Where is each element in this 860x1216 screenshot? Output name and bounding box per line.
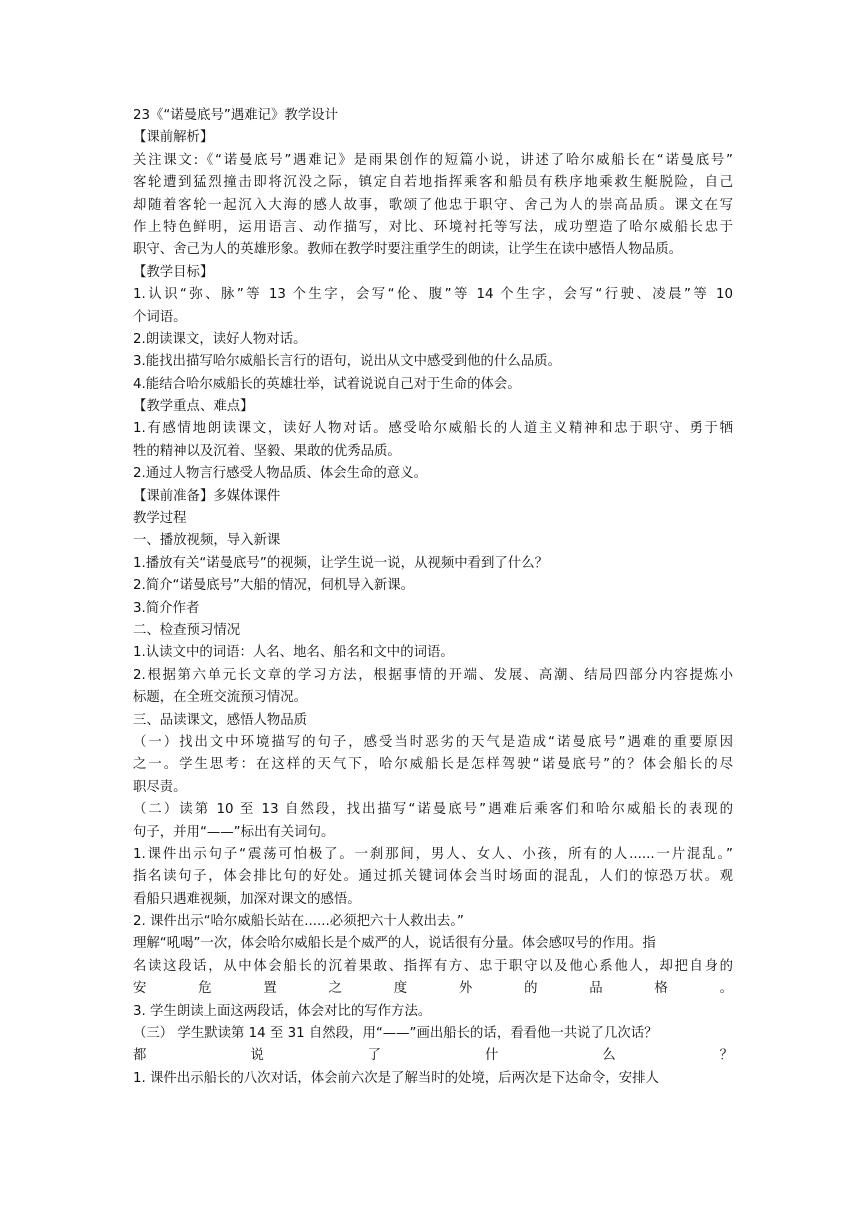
document-line: 4.能结合哈尔威船长的英雄壮举，试着说说自己对于生命的体会。 bbox=[133, 376, 521, 392]
document-line: 3.简介作者 bbox=[133, 600, 200, 616]
document-line: 2.通过人物言行感受人物品质、体会生命的意义。 bbox=[133, 466, 427, 482]
document-line: 2.简介“诺曼底号”大船的情况，伺机导入新课。 bbox=[133, 578, 415, 594]
document-line: 2.朗读课文，读好人物对话。 bbox=[133, 331, 307, 347]
document-line: （二）读第 10 至 13 自然段，找出描写“诺曼底号”遇难后乘客们和哈尔威船长的表现的 bbox=[133, 802, 733, 818]
document-line: 理解“吼喝”一次，体会哈尔威船长是个威严的人，说话很有分量。体会感叹号的作用。指 bbox=[133, 936, 656, 952]
document-title: 23《“诺曼底号”遇难记》教学设计 bbox=[133, 108, 338, 123]
document-line: 2.根据第六单元长文章的学习方法，根据事情的开端、发展、高潮、结局四部分内容提炼小 bbox=[133, 667, 733, 683]
document-line: 【教学重点、难点】 bbox=[133, 399, 254, 415]
document-line: 一、播放视频，导入新课 bbox=[133, 533, 281, 549]
document-line: 【教学目标】 bbox=[133, 264, 214, 280]
document-line: 都说了什么？ bbox=[133, 1048, 733, 1064]
document-line: 3. 学生朗读上面这两段话，体会对比的写作方法。 bbox=[133, 1003, 432, 1019]
document-line: 个词语。 bbox=[133, 309, 187, 325]
document-line: 【课前解析】 bbox=[133, 130, 214, 146]
document-line: 教学过程 bbox=[133, 511, 187, 527]
document-line: 指名读句子，体会排比句的好处。通过抓关键词体会当时场面的混乱，人们的惊恐万状。观 bbox=[133, 869, 733, 885]
document-line: 1.认读文中的词语：人名、地名、船名和文中的词语。 bbox=[133, 645, 454, 661]
document-line: 1.有感情地朗读课文，读好人物对话。感受哈尔威船长的人道主义精神和忠于职守、勇于牺 bbox=[133, 421, 733, 437]
document-line: 作上特色鲜明，运用语言、动作描写，对比、环境衬托等写法，成功塑造了哈尔威船长忠于 bbox=[133, 219, 733, 235]
document-line: 3.能找出描写哈尔威船长言行的语句，说出从文中感受到他的什么品质。 bbox=[133, 354, 561, 370]
document-line: 却随着客轮一起沉入大海的感人故事，歌颂了他忠于职守、舍己为人的崇高品质。课文在写 bbox=[133, 197, 733, 213]
document-line: 牲的精神以及沉着、坚毅、果敢的优秀品质。 bbox=[133, 443, 401, 459]
document-line: 关注课文:《“诺曼底号”遇难记》是雨果创作的短篇小说，讲述了哈尔威船长在“诺曼底号” bbox=[133, 152, 733, 168]
document-line: 客轮遭到猛烈撞击即将沉没之际，镇定自若地指挥乘客和船员有秩序地乘救生艇脱险，自己 bbox=[133, 175, 733, 191]
document-body bbox=[133, 105, 733, 1090]
document-line: 之一。学生思考：在这样的天气下，哈尔威船长是怎样驾驶“诺曼底号”的？体会船长的尽 bbox=[133, 757, 733, 773]
document-line: （一）找出文中环境描写的句子，感受当时恶劣的天气是造成“诺曼底号”遇难的重要原因 bbox=[133, 734, 733, 750]
document-line: 标题，在全班交流预习情况。 bbox=[133, 690, 308, 706]
document-line: 【课前准备】多媒体课件 bbox=[133, 488, 281, 504]
document-line: 职尽责。 bbox=[133, 779, 187, 795]
document-line: 句子，并用“——”标出有关词句。 bbox=[133, 824, 335, 840]
document-line: 看船只遇难视频，加深对课文的感悟。 bbox=[133, 891, 361, 907]
document-line: 1.认识“弥、脉”等 13 个生字，会写“伦、腹”等 14 个生字，会写“行驶、凌晨”等 10 bbox=[133, 287, 733, 303]
document-lines bbox=[133, 127, 733, 1090]
document-line: 二、检查预习情况 bbox=[133, 622, 241, 638]
document-line: 1.课件出示句子“震荡可怕极了。一刹那间，男人、女人、小孩，所有的人......一片混乱。” bbox=[133, 846, 733, 862]
document-line: （三） 学生默读第 14 至 31 自然段，用“——”画出船长的话，看看他一共说了几次话？ bbox=[133, 1026, 658, 1042]
document-line: 三、品读课文，感悟人物品质 bbox=[133, 712, 308, 728]
document-line: 名读这段话，从中体会船长的沉着果敢、指挥有方、忠于职守以及他心系他人，却把自身的 bbox=[133, 958, 733, 974]
document-line: 1. 课件出示船长的八次对话，体会前六次是了解当时的处境，后两次是下达命令，安排人 bbox=[133, 1070, 659, 1086]
document-line: 职守、舍己为人的英雄形象。教师在教学时要注重学生的朗读，让学生在读中感悟人物品质。 bbox=[133, 242, 683, 258]
document-line: 1.播放有关“诺曼底号”的视频，让学生说一说，从视频中看到了什么？ bbox=[133, 555, 548, 571]
document-line: 2. 课件出示“哈尔威船长站在......必须把六十人救出去。” bbox=[133, 914, 464, 930]
document-line: 安危置之度外的品格。 bbox=[133, 981, 733, 997]
